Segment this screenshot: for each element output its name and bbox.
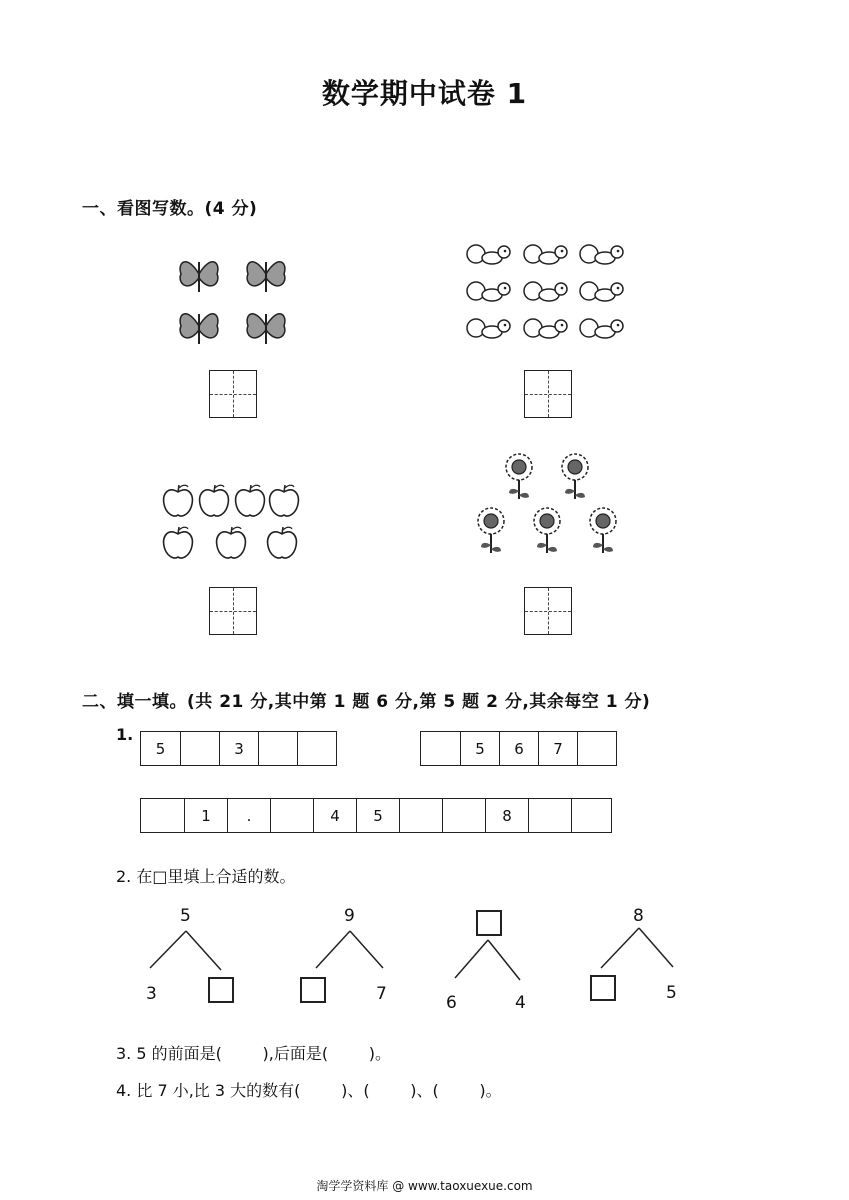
tree-4-right: 5 (666, 983, 677, 1003)
page-title: 数学期中试卷 1 (321, 77, 528, 110)
tree-3-right: 4 (515, 993, 526, 1013)
section-2-heading: 二、填一填。(共 21 分,其中第 1 题 6 分,第 5 题 2 分,其余每空 1 分) (82, 692, 651, 712)
strip-cell[interactable]: 5 (155, 739, 166, 758)
tree-4-top: 8 (633, 906, 644, 926)
question-4: 4. 比 7 小,比 3 大的数有( )、( )、( )。 (116, 1081, 502, 1100)
footer-watermark: 淘学学资料库 @ www.taoxuexue.com (316, 1179, 533, 1193)
tree-4-left-box[interactable] (590, 975, 616, 1001)
tree-2-right: 7 (376, 984, 387, 1004)
tree-1-top: 5 (180, 906, 191, 926)
tree-2-left-box[interactable] (300, 977, 326, 1003)
tree-1-left: 3 (146, 984, 157, 1004)
question-3: 3. 5 的前面是( ),后面是( )。 (116, 1044, 392, 1063)
strip-cell[interactable]: 5 (460, 732, 499, 765)
strip-cell[interactable]: 5 (356, 799, 399, 832)
tree-3-left: 6 (446, 993, 457, 1013)
question-1-label: 1. (116, 725, 134, 744)
strip-cell[interactable]: 3 (219, 732, 258, 765)
tree-3-top-box[interactable] (476, 910, 502, 936)
strip-cell[interactable]: 7 (538, 732, 577, 765)
question-2-label: 2. 在□里填上合适的数。 (116, 867, 296, 886)
strip-cell[interactable]: 8 (485, 799, 528, 832)
tree-2-top: 9 (344, 906, 355, 926)
section-1-heading: 一、看图写数。(4 分) (82, 199, 258, 219)
strip-cell[interactable]: 6 (499, 732, 538, 765)
strip-cell[interactable]: 1 (184, 799, 227, 832)
tree-1-right-box[interactable] (208, 977, 234, 1003)
strip-cell[interactable]: . (227, 799, 270, 832)
strip-cell[interactable]: 4 (313, 799, 356, 832)
